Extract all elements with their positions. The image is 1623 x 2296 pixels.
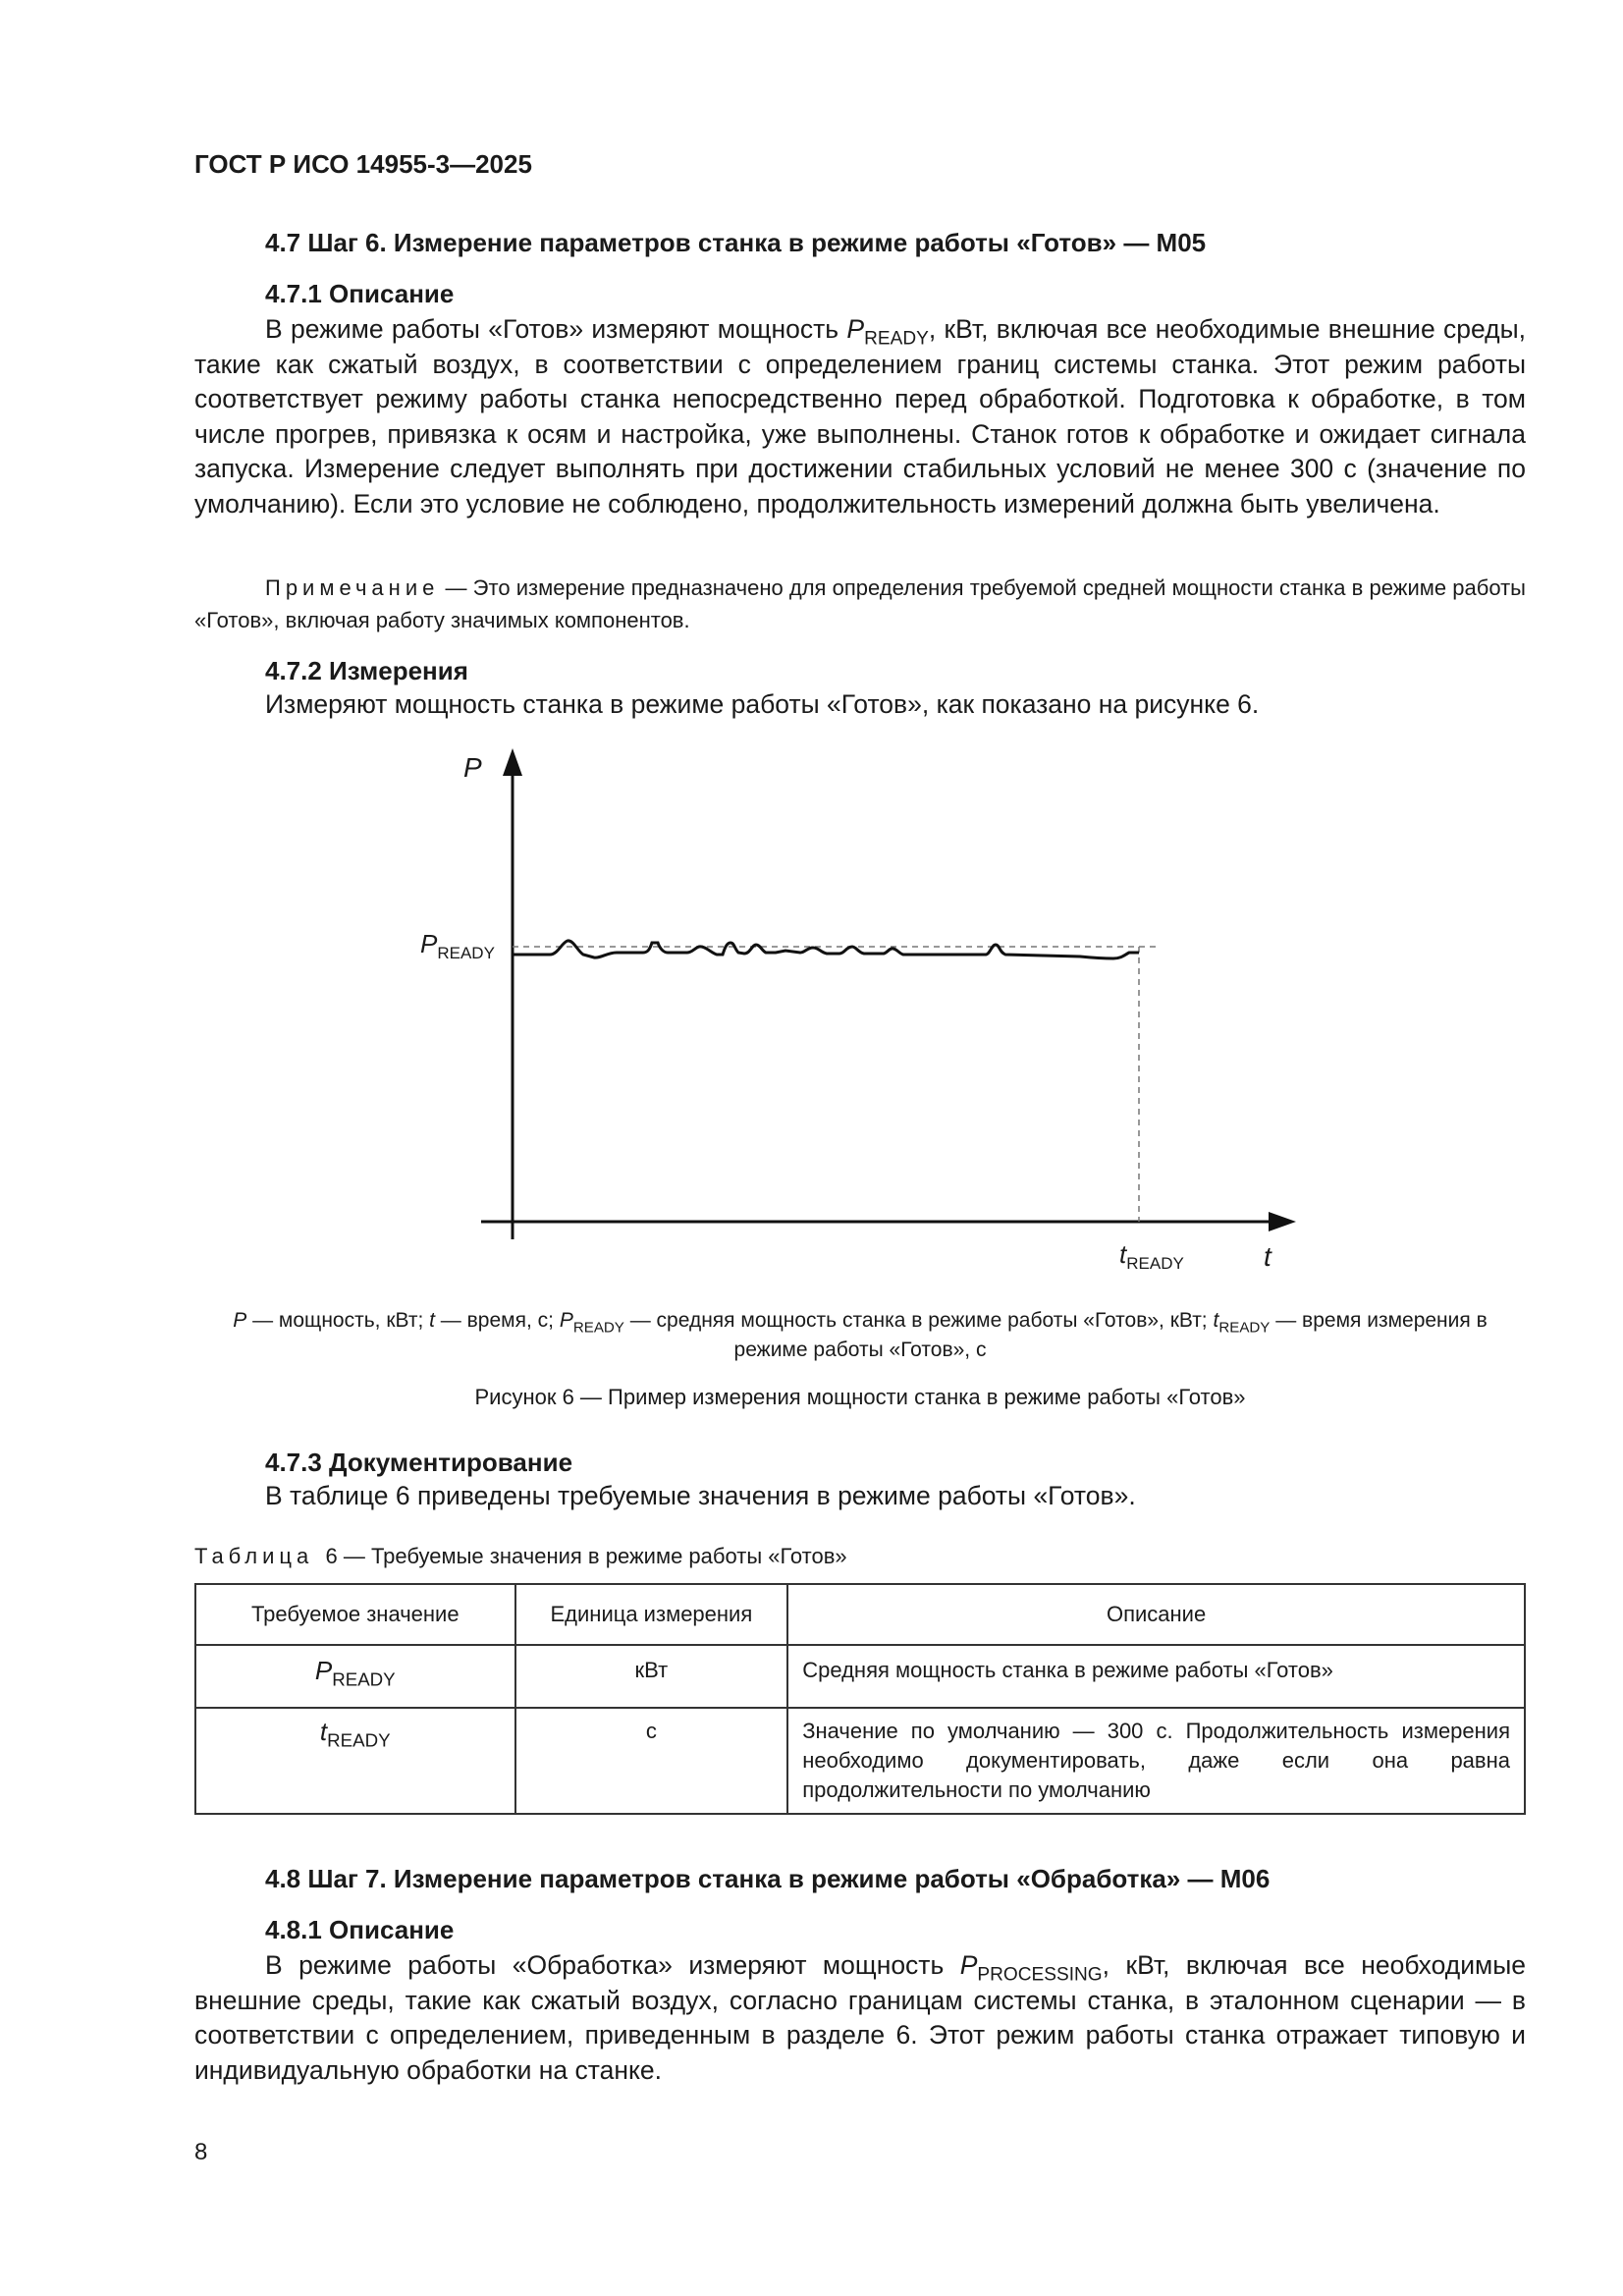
section-4-7-1-title: 4.7.1 Описание: [265, 279, 455, 308]
power-curve: [513, 941, 1139, 958]
section-4-7-3-paragraph: В таблице 6 приведены требуемые значения в режиме работы «Готов».: [265, 1481, 1136, 1510]
table-row: [195, 1645, 1525, 1708]
section-4-7-2-paragraph: Измеряют мощность станка в режиме работы «Готов», как показано на рисунке 6.: [265, 689, 1260, 719]
figure-legend: P — мощность, кВт; t — время, с; $P_{READY}$ — средняя мощность станка в режиме работы «Готов», кВт; $t_{READY}$ — время измерения в режиме работы «Готов», с: [233, 1309, 1488, 1361]
section-4-7-3-title: 4.7.3 Документирование: [265, 1448, 573, 1477]
section-4-7-title: 4.7 Шаг 6. Измерение параметров станка в режиме работы «Готов» — М05: [265, 228, 1207, 257]
x-axis-arrow: [1269, 1212, 1296, 1231]
table-header-cell: Требуемое значение: [195, 1584, 515, 1645]
figure-title: Рисунок 6 — Пример измерения мощности станка в режиме работы «Готов»: [474, 1385, 1246, 1409]
y-axis-label: P: [463, 752, 482, 783]
table-header-cell: Описание: [787, 1584, 1525, 1645]
p-ready-axis-label: $P_{READY}$: [420, 929, 495, 962]
table-header-cell: Единица измерения: [515, 1584, 788, 1645]
table-cell-desc: Средняя мощность станка в режиме работы «Готов»: [787, 1645, 1525, 1708]
table-6-caption: Таблица 6 — Требуемые значения в режиме работы «Готов»: [194, 1544, 847, 1568]
section-4-8-1-paragraph: В режиме работы «Обработка» измеряют мощность $P_{PROCESSING}$, кВт, включая все необходимые внешние среды, такие как сжатый воздух, согласно границам системы станка, в эталонном сценарии — в соответствии с определением, приведенным в разделе 6. Этот режим работы станка отражает типовую и индивидуальную обработки на станке.: [194, 1950, 1526, 2085]
section-4-8-title: 4.8 Шаг 7. Измерение параметров станка в режиме работы «Обработка» — М06: [265, 1864, 1271, 1893]
x-axis-label: t: [1264, 1241, 1271, 1272]
y-axis-arrow: [503, 748, 522, 776]
note: Примечание — Это измерение предназначено для определения требуемой средней мощности станка в режиме работы «Готов», включая работу значимых компонентов.: [194, 575, 1526, 632]
section-4-7-2-title: 4.7.2 Измерения: [265, 656, 468, 685]
table-row: [195, 1708, 1525, 1814]
p-ready-symbol: P: [846, 314, 865, 344]
page-number: 8: [194, 2139, 208, 2165]
table-cell-unit: кВт: [515, 1645, 788, 1708]
section-4-8-1-title: 4.8.1 Описание: [265, 1915, 455, 1944]
document-header: ГОСТ Р ИСО 14955-3—2025: [194, 149, 532, 179]
table-cell-value: $t_{READY}$: [195, 1708, 515, 1814]
section-4-7-1-paragraph: В режиме работы «Готов» измеряют мощность $P_{READY}$, кВт, включая все необходимые внешние среды, такие как сжатый воздух, в соответствии с определением границ системы станка. Этот режим работы соответствует режиму работы станка непосредственно перед обработкой. Подготовка к обработке, в том числе прогрев, привязка к осям и настройка, уже выполнены. Станок готов к обработке и ожидает сигнала запуска. Измерение следует выполнять при достижении стабильных условий не менее 300 с (значение по умолчанию). Если это условие не соблюдено, продолжительность измерений должна быть увеличена.: [194, 314, 1526, 519]
p-processing-symbol: P: [959, 1950, 978, 1980]
note-label: Примечание: [265, 575, 440, 600]
table-cell-unit: с: [515, 1708, 788, 1814]
t-ready-axis-label: $t_{READY}$: [1119, 1239, 1184, 1273]
table-cell-value: $P_{READY}$: [195, 1645, 515, 1708]
table-6: [194, 1583, 1526, 1815]
table-header-row: [195, 1584, 1525, 1645]
table-cell-desc: Значение по умолчанию — 300 с. Продолжительность измерения необходимо документировать, даже если она равна продолжительности по умолчанию: [787, 1708, 1525, 1814]
